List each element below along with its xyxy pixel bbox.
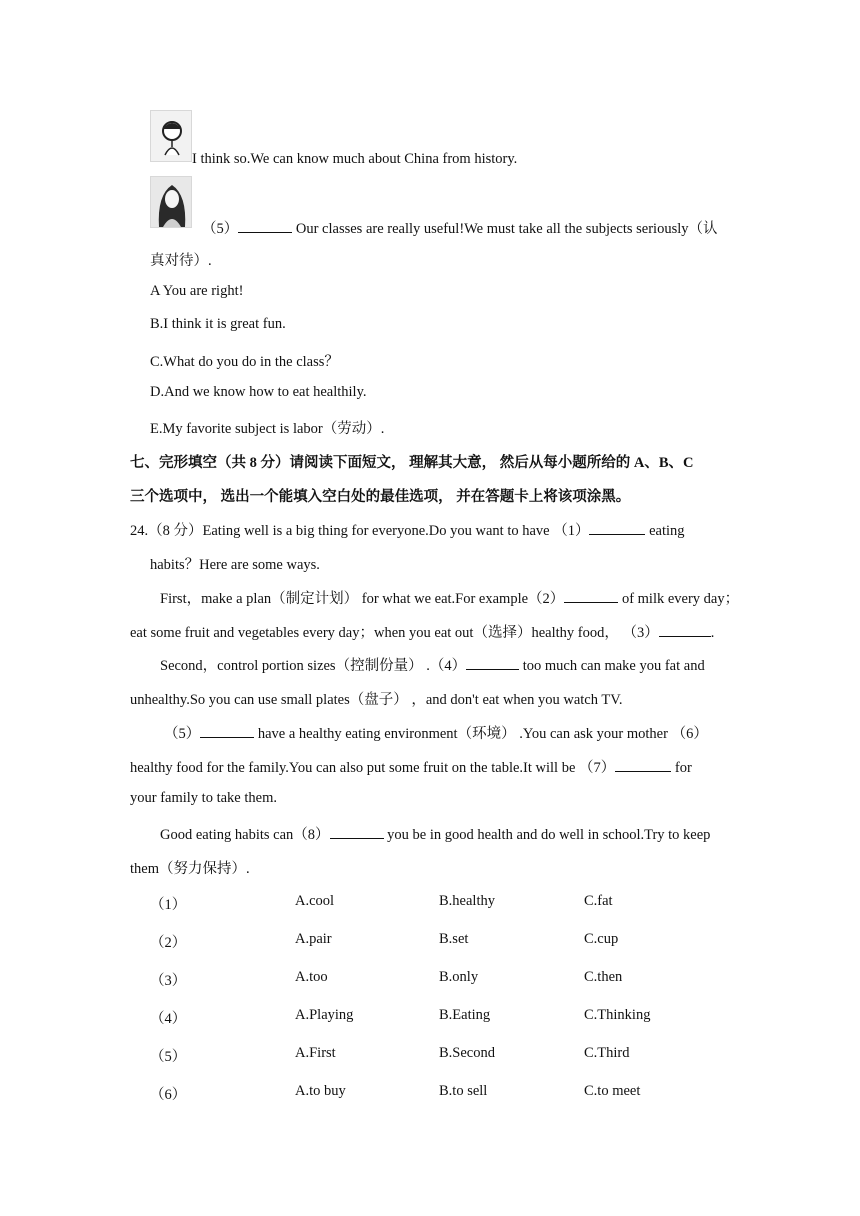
paragraph-2-line-1 — [160, 654, 705, 675]
choice-num: （3） — [150, 973, 187, 989]
choice-num: （2） — [150, 935, 187, 951]
paragraph-1-line-2: eat some fruit and vegetables every day；when you eat out（选择）healthy food， （3） . — [130, 625, 715, 641]
paragraph-1-line-1 — [160, 587, 739, 608]
p3b-text: healthy food for the family.You can also put some fruit on the table.It will be （7） — [130, 760, 616, 776]
dialogue-line-b-num: （5） — [202, 221, 239, 237]
choice-c: C.then — [584, 969, 623, 985]
dialogue-option-c: C.What do you do in the class？ — [150, 354, 339, 370]
choice-b: B.to sell — [439, 1083, 488, 1099]
blank-7 — [615, 758, 671, 772]
p4a-text: Good eating habits can（8） — [160, 827, 330, 843]
blank-5a — [238, 219, 292, 233]
choice-b: B.Second — [439, 1045, 495, 1061]
paragraph-4-line-1 — [160, 823, 710, 844]
section-heading-line1: 七、完形填空（共 8 分）请阅读下面短文， 理解其大意， 然后从每小题所给的 A、B、C — [130, 455, 694, 471]
paragraph-3-line-2 — [130, 756, 692, 777]
blank-3 — [659, 623, 711, 637]
choice-a: A.pair — [295, 931, 332, 947]
paragraph-2-line-2: unhealthy.So you can use small plates（盘子） ，and don't eat when you watch TV. — [130, 692, 623, 708]
choice-c: C.to meet — [584, 1083, 641, 1099]
dialogue-line-b-text: Our classes are really useful!We must take all the subjects seriously（认 — [292, 221, 718, 237]
dialogue-line-b — [202, 217, 718, 238]
p2a-end: too much can make you fat and — [519, 658, 705, 674]
section-heading-line2: 三个选项中， 选出一个能填入空白处的最佳选项， 并在答题卡上将该项涂黑。 — [130, 489, 631, 505]
choice-a: A.cool — [295, 893, 335, 909]
choice-num: （6） — [150, 1087, 187, 1103]
question-intro — [130, 519, 685, 540]
choice-a: A.too — [295, 969, 328, 985]
choice-num: （1） — [150, 897, 187, 913]
dialogue-option-a: A You are right! — [150, 283, 244, 299]
choice-c: C.Third — [584, 1045, 630, 1061]
p4a-end: you be in good health and do well in school.Try to keep — [383, 827, 711, 843]
question-intro-end: eating — [645, 523, 685, 539]
dialogue-option-d: D.And we know how to eat healthily. — [150, 384, 367, 400]
dialogue-line-a: I think so.We can know much about China from history. — [192, 151, 518, 167]
avatar-girl — [150, 176, 192, 228]
dialogue-line-b-cont: 真对待）. — [150, 253, 212, 269]
blank-2 — [564, 589, 618, 603]
p3b-end: for — [671, 760, 692, 776]
paragraph-4-line-2: them（努力保持）. — [130, 861, 250, 877]
p1a-end: of milk every day； — [618, 591, 740, 607]
dialogue-option-e: E.My favorite subject is labor（劳动）. — [150, 421, 385, 437]
p3a-num: （5） — [164, 726, 201, 742]
choice-b: B.only — [439, 969, 479, 985]
choice-num: （4） — [150, 1011, 187, 1027]
p3a-end: have a healthy eating environment（环境） .You can ask your mother （6） — [254, 726, 708, 742]
choice-b: B.healthy — [439, 893, 495, 909]
paragraph-3-line-3: your family to take them. — [130, 790, 277, 806]
avatar-boy — [150, 110, 192, 162]
p1b-text: eat some fruit and vegetables every day；when you eat out（选择）healthy food， （3） — [130, 625, 659, 641]
choice-num: （5） — [150, 1049, 187, 1065]
choice-c: C.fat — [584, 893, 613, 909]
question-intro-text: 24.（8 分）Eating well is a big thing for everyone.Do you want to have （1） — [130, 523, 590, 539]
p2a-text: Second，control portion sizes（控制份量） .（4） — [160, 658, 467, 674]
question-intro-cont: habits？Here are some ways. — [150, 557, 320, 573]
blank-8 — [330, 825, 384, 839]
paragraph-3-line-1 — [164, 722, 708, 743]
choice-a: A.First — [295, 1045, 336, 1061]
choice-a: A.to buy — [295, 1083, 346, 1099]
p1a-text: First，make a plan（制定计划） for what we eat.For example（2） — [160, 591, 565, 607]
choice-a: A.Playing — [295, 1007, 354, 1023]
blank-5 — [200, 724, 254, 738]
blank-4 — [466, 656, 519, 670]
blank-1 — [589, 521, 645, 535]
choice-b: B.Eating — [439, 1007, 491, 1023]
choice-c: C.Thinking — [584, 1007, 651, 1023]
choice-c: C.cup — [584, 931, 619, 947]
dialogue-option-b: B.I think it is great fun. — [150, 316, 286, 332]
choice-b: B.set — [439, 931, 469, 947]
